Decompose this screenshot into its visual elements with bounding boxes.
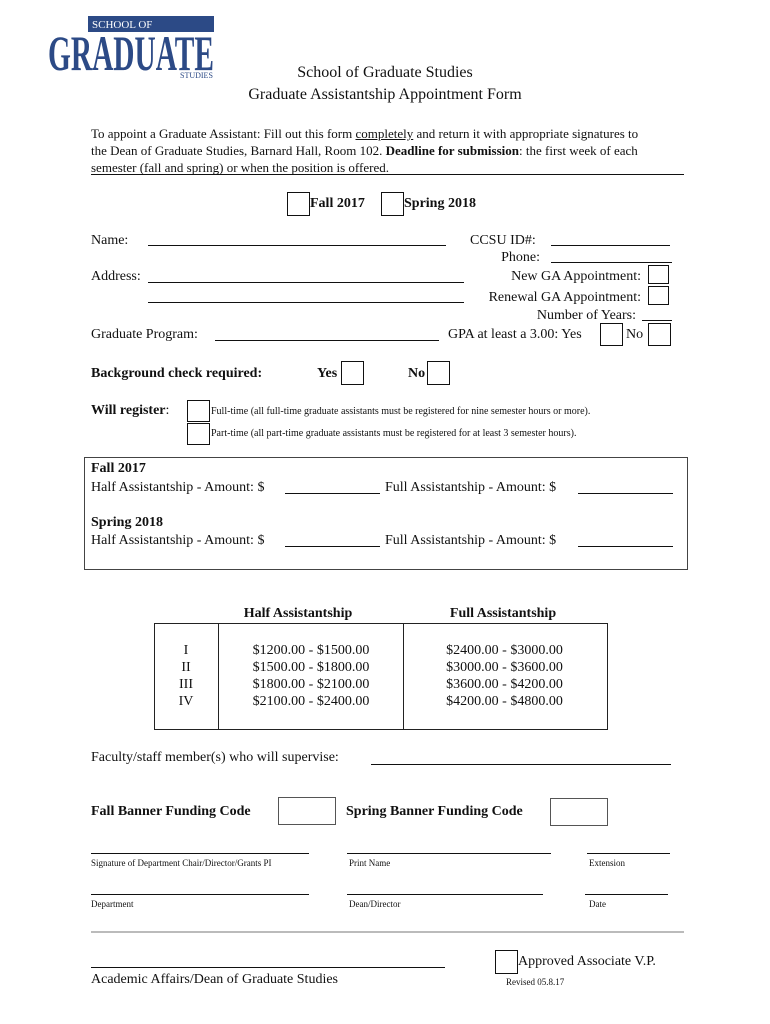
fulltime-label: Full-time (all full-time graduate assistants must be registered for nine semester hours or more). xyxy=(211,406,591,417)
print-name-label: Print Name xyxy=(349,858,391,868)
background-yes-label: Yes xyxy=(317,366,338,381)
rate-level: II xyxy=(181,660,191,675)
header-line2: Graduate Assistantship Appointment Form xyxy=(248,86,522,103)
gpa-no-label: No xyxy=(626,327,644,342)
affairs-signature-field[interactable] xyxy=(91,967,445,968)
gpa-no-checkbox[interactable] xyxy=(648,323,671,346)
ccsu-id-field[interactable] xyxy=(551,245,670,246)
address-label: Address: xyxy=(91,269,141,284)
full-rate: $3000.00 - $3600.00 xyxy=(446,660,563,675)
new-ga-checkbox[interactable] xyxy=(648,265,669,284)
intro-rule xyxy=(91,174,684,175)
parttime-checkbox[interactable] xyxy=(187,423,210,445)
new-ga-label: New GA Appointment: xyxy=(511,269,641,284)
phone-label: Phone: xyxy=(501,250,540,265)
department-field[interactable] xyxy=(91,894,309,895)
address-field-line1[interactable] xyxy=(148,282,464,283)
fall-half-label: Half Assistantship - Amount: $ xyxy=(91,480,265,495)
approved-checkbox[interactable] xyxy=(495,950,518,974)
print-name-field[interactable] xyxy=(347,853,551,854)
dean-label: Dean/Director xyxy=(349,899,401,909)
phone-field[interactable] xyxy=(551,262,672,263)
ccsu-id-label: CCSU ID#: xyxy=(470,233,536,248)
date-label: Date xyxy=(589,899,606,909)
full-rate: $3600.00 - $4200.00 xyxy=(446,677,563,692)
footer-rule xyxy=(91,931,684,933)
spring-funding-label: Spring Banner Funding Code xyxy=(346,804,523,819)
spring-full-label: Full Assistantship - Amount: $ xyxy=(385,533,557,548)
spring-funding-field[interactable] xyxy=(550,798,608,826)
fall-semester-checkbox[interactable] xyxy=(287,192,310,216)
logo-main-text: GRADUATE xyxy=(48,25,214,80)
full-rate: $4200.00 - $4800.00 xyxy=(446,694,563,709)
spring-half-label: Half Assistantship - Amount: $ xyxy=(91,533,265,548)
logo-top-text: SCHOOL OF xyxy=(92,19,153,31)
extension-label: Extension xyxy=(589,858,625,868)
fall-full-amount-field[interactable] xyxy=(578,493,673,494)
revised-date: Revised 05.8.17 xyxy=(506,977,565,987)
half-assistantship-header: Half Assistantship xyxy=(243,606,353,621)
full-assistantship-header: Full Assistantship xyxy=(449,606,557,621)
intro-text: To appoint a Graduate Assistant: Fill out this form completely and return it with appropriate signatures to the Dean of Graduate Studies, Barnard Hall, Room 102. Deadline for submission: the first week of each semester (fall and spring) or when the position is offered. xyxy=(91,126,639,175)
spring-full-amount-field[interactable] xyxy=(578,546,673,547)
fulltime-checkbox[interactable] xyxy=(187,400,210,422)
fall-funding-label: Fall Banner Funding Code xyxy=(91,804,251,819)
renewal-ga-checkbox[interactable] xyxy=(648,286,669,305)
fall-funding-field[interactable] xyxy=(278,797,336,825)
gpa-label: GPA at least a 3.00: Yes xyxy=(448,327,582,342)
half-rate: $1800.00 - $2100.00 xyxy=(252,677,370,692)
dean-field[interactable] xyxy=(347,894,543,895)
rate-level: IV xyxy=(178,694,194,709)
amount-box xyxy=(84,457,688,570)
fall-full-label: Full Assistantship - Amount: $ xyxy=(385,480,557,495)
parttime-label: Part-time (all part-time graduate assistants must be registered for at least 3 semester hours). xyxy=(211,428,577,439)
background-yes-checkbox[interactable] xyxy=(341,361,364,385)
name-field[interactable] xyxy=(148,245,446,246)
half-rate: $1500.00 - $1800.00 xyxy=(252,660,370,675)
chair-signature-label: Signature of Department Chair/Director/Grants PI xyxy=(91,858,272,868)
supervisor-label: Faculty/staff member(s) who will supervise: xyxy=(91,750,339,765)
extension-field[interactable] xyxy=(587,853,670,854)
rates-full-col xyxy=(404,642,605,710)
address-field-line2[interactable] xyxy=(148,302,464,303)
approved-label: Approved Associate V.P. xyxy=(518,954,656,969)
gpa-yes-checkbox[interactable] xyxy=(600,323,623,346)
rate-level: I xyxy=(183,643,189,658)
logo-bottom-text: STUDIES xyxy=(180,71,213,80)
name-label: Name: xyxy=(91,233,129,248)
half-rate: $2100.00 - $2400.00 xyxy=(252,694,370,709)
years-label: Number of Years: xyxy=(536,308,636,323)
date-field[interactable] xyxy=(585,894,668,895)
spring-half-amount-field[interactable] xyxy=(285,546,380,547)
rates-levels-col xyxy=(155,642,217,710)
fall-amount-title: Fall 2017 xyxy=(91,461,146,476)
spring-semester-checkbox[interactable] xyxy=(381,192,404,216)
fall-semester-label: Fall 2017 xyxy=(310,196,365,211)
header-line1: School of Graduate Studies xyxy=(297,64,473,81)
will-register-label: Will register: xyxy=(91,403,170,418)
background-no-checkbox[interactable] xyxy=(427,361,450,385)
department-label: Department xyxy=(91,899,134,909)
background-no-label: No xyxy=(408,366,426,381)
chair-signature-field[interactable] xyxy=(91,853,309,854)
rates-half-col xyxy=(219,642,403,710)
program-label: Graduate Program: xyxy=(91,327,198,342)
full-rate: $2400.00 - $3000.00 xyxy=(446,643,563,658)
supervisor-field[interactable] xyxy=(371,764,671,765)
fall-half-amount-field[interactable] xyxy=(285,493,380,494)
half-rate: $1200.00 - $1500.00 xyxy=(252,643,370,658)
affairs-label: Academic Affairs/Dean of Graduate Studies xyxy=(91,972,338,987)
spring-semester-label: Spring 2018 xyxy=(404,196,476,211)
years-field[interactable] xyxy=(642,320,672,321)
spring-amount-title: Spring 2018 xyxy=(91,515,163,530)
renewal-ga-label: Renewal GA Appointment: xyxy=(488,290,641,305)
program-field[interactable] xyxy=(215,340,439,341)
background-check-label: Background check required: xyxy=(91,366,263,381)
rate-level: III xyxy=(179,677,193,692)
